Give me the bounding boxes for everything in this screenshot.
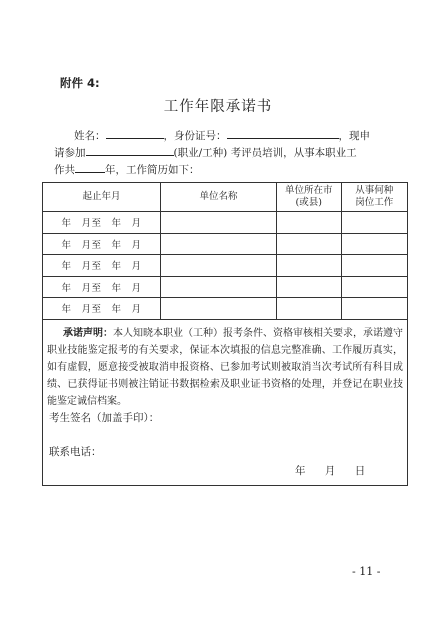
- pledge-statement: [47, 325, 403, 410]
- location-cell[interactable]: [277, 255, 342, 277]
- intro-text-apply: ，现申: [338, 130, 370, 142]
- period-cell: 年 月至 年 月: [43, 298, 161, 320]
- intro-text-attend: 请参加: [54, 147, 86, 159]
- intro-text-total: 作共: [54, 164, 75, 176]
- table-row: [43, 255, 408, 277]
- employer-cell[interactable]: [161, 276, 277, 298]
- employer-cell[interactable]: [161, 233, 277, 255]
- document-title: 工作年限承诺书: [163, 99, 273, 115]
- employer-cell[interactable]: [161, 298, 277, 320]
- period-cell: 年 月至 年 月: [43, 255, 161, 277]
- occupation-blank[interactable]: [86, 144, 174, 156]
- position-cell[interactable]: [341, 212, 407, 234]
- intro-text-years: 年，工作简历如下：: [105, 164, 200, 176]
- location-cell[interactable]: [277, 276, 342, 298]
- pledge-cell: [43, 319, 408, 485]
- employer-cell[interactable]: [161, 255, 277, 277]
- date-day: 日: [354, 464, 366, 477]
- name-label: 姓名：: [74, 130, 106, 142]
- date-line: [295, 463, 365, 478]
- intro-text-occupation: (职业/工种) 考评员培训，从事本职业工: [173, 147, 357, 159]
- signature-label: 考生签名（加盖手印）：: [49, 411, 160, 424]
- table-row: [43, 276, 408, 298]
- page-number: - 11 -: [352, 565, 381, 578]
- position-cell[interactable]: [341, 276, 407, 298]
- pledge-body: 本人知晓本职业（工种）报考条件、资格审核相关要求，承诺遵守职业技能鉴定报考的有关要求，保证本次填报的信息完整准确、工作履历真实，如有虚假，愿意接受被取消申报资格、已参加考试则被取消当次考试所有科目成绩、已获得证书则被注销证书数据检索及职业证书资格的处理，并登记在职业技能鉴定诚信档案。: [47, 327, 403, 407]
- table-row: [43, 298, 408, 320]
- table-row: [43, 212, 408, 234]
- location-cell[interactable]: [277, 212, 342, 234]
- appendix-label: 附件 4:: [60, 76, 100, 90]
- employer-cell[interactable]: [161, 212, 277, 234]
- table-row: [43, 233, 408, 255]
- location-cell[interactable]: [277, 233, 342, 255]
- name-blank[interactable]: [106, 127, 164, 139]
- header-location: 单位所在市 (或县): [277, 183, 342, 212]
- period-cell: 年 月至 年 月: [43, 276, 161, 298]
- phone-label: 联系电话：: [49, 445, 102, 458]
- position-cell[interactable]: [341, 298, 407, 320]
- pledge-row: [43, 319, 408, 485]
- intro-line-3: [54, 161, 406, 177]
- period-cell: 年 月至 年 月: [43, 233, 161, 255]
- work-history-table: [42, 182, 408, 486]
- position-cell[interactable]: [341, 255, 407, 277]
- date-year: 年: [295, 464, 306, 477]
- header-position: 从事何种 岗位工作: [341, 183, 407, 212]
- years-blank[interactable]: [75, 161, 105, 173]
- date-month: 月: [324, 464, 336, 477]
- header-period: 起止年月: [43, 183, 161, 212]
- id-number-blank[interactable]: [227, 127, 339, 139]
- period-cell: 年 月至 年 月: [43, 212, 161, 234]
- table-header-row: [43, 183, 408, 212]
- location-cell[interactable]: [277, 298, 342, 320]
- header-employer: 单位名称: [161, 183, 277, 212]
- intro-line-2: [54, 144, 406, 160]
- position-cell[interactable]: [341, 233, 407, 255]
- intro-line-1: [54, 127, 406, 143]
- id-label: ，身份证号：: [163, 130, 227, 142]
- pledge-heading: 承诺声明：: [63, 327, 113, 339]
